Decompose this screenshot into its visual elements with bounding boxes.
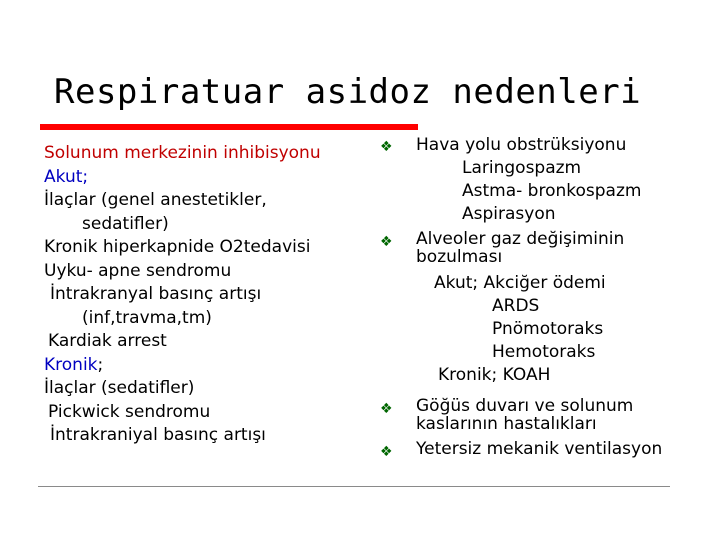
kronik-line xyxy=(44,354,364,378)
diamond-bullet-icon: ❖ xyxy=(380,444,393,460)
right-item: Alveoler gaz değişiminin xyxy=(416,229,625,249)
akut-label: Akut; xyxy=(44,166,89,187)
left-column xyxy=(44,142,364,448)
diamond-bullet-icon: ❖ xyxy=(380,234,393,250)
right-subitem: Pnömotoraks xyxy=(492,319,604,339)
left-line: İntrakranyal basınç artışı xyxy=(50,284,262,304)
left-line: Uyku- apne sendromu xyxy=(44,260,232,281)
title-underline xyxy=(40,124,418,130)
slide-title: Respiratuar asidoz nedenleri xyxy=(54,72,642,112)
right-subitem: Astma- bronkospazm xyxy=(462,181,642,201)
left-line: Pickwick sendromu xyxy=(48,401,211,422)
right-item: Göğüs duvarı ve solunum xyxy=(416,396,634,416)
left-line: İntrakraniyal basınç artışı xyxy=(50,425,266,445)
title-underline-gap xyxy=(418,124,680,130)
left-line: (inf,travma,tm) xyxy=(82,307,212,328)
left-line: İlaçlar (genel anestetikler, xyxy=(44,190,267,210)
right-subitem: Hemotoraks xyxy=(492,342,596,362)
left-line: Kardiak arrest xyxy=(48,331,167,351)
right-subitem: Akut; Akciğer ödemi xyxy=(434,273,606,293)
left-line: Kronik hiperkapnide O2tedavisi xyxy=(44,237,311,257)
right-subitem: Kronik; KOAH xyxy=(438,365,551,385)
right-subitem: Laringospazm xyxy=(462,158,582,178)
left-line: sedatifler) xyxy=(82,213,169,234)
diamond-bullet-icon: ❖ xyxy=(380,401,393,417)
kronik-suffix: ; xyxy=(97,354,104,375)
left-line: İlaçlar (sedatifler) xyxy=(44,378,195,398)
right-subitem: Aspirasyon xyxy=(462,204,556,224)
kronik-label: Kronik xyxy=(44,354,98,375)
right-item: Hava yolu obstrüksiyonu xyxy=(416,135,627,155)
left-heading: Solunum merkezinin inhibisyonu xyxy=(44,143,321,163)
right-item-cont: kaslarının hastalıkları xyxy=(416,414,597,434)
diamond-bullet-icon: ❖ xyxy=(380,139,393,155)
right-item-cont: bozulması xyxy=(416,247,503,267)
right-subitem: ARDS xyxy=(492,296,540,316)
right-item: Yetersiz mekanik ventilasyon xyxy=(416,439,663,459)
bottom-divider xyxy=(38,486,670,487)
